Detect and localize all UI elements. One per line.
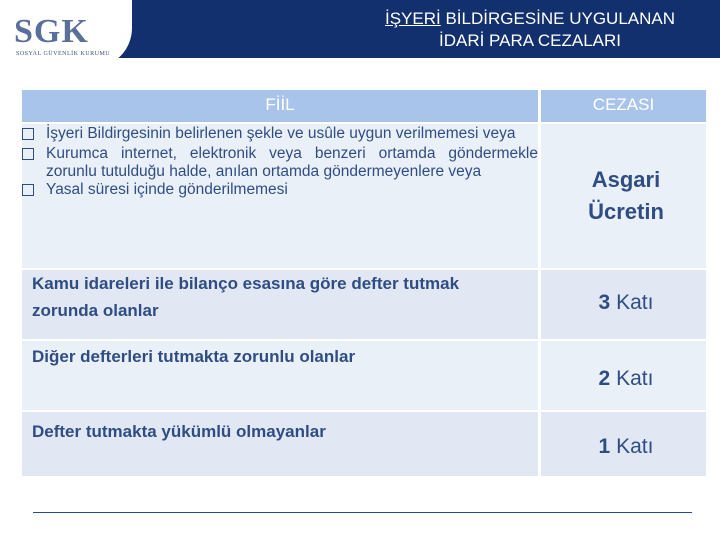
row1-penalty: Asgari Ücretin [588,167,664,224]
checkbox-bullet-icon [22,128,34,140]
row2-fiil-text: Kamu idareleri ile bilanço esasına göre defter tutmak zorunda olanlar [32,274,460,320]
list-item: Kurumca internet, elektronik veya benzeri ortamda göndermekle zorunlu tutulduğu halde, anılan ortamda göndermeyenlere veya [22,145,538,181]
sgk-logo: SGK [14,13,89,50]
row4-fiil-text: Defter tutmakta yükümlü olmayanlar [32,422,326,441]
row1-bullet-list [22,125,538,201]
checkbox-bullet-icon [22,148,34,160]
title-underlined-word: İŞYERİ [384,9,441,28]
title-line1: BİLDİRGESİNE UYGULANAN [440,9,676,28]
row4-penalty: 1 Katı [598,435,654,458]
row3-fiil-text: Diğer defterleri tutmakta zorunlu olanlar [32,347,356,366]
logo-container [0,0,132,68]
page-title [340,8,720,52]
list-item: Yasal süresi içinde gönderilmemesi [22,181,538,201]
footer-divider [33,512,692,513]
title-line2: İDARİ PARA CEZALARI [438,31,621,50]
row3-penalty: 2 Katı [598,367,654,390]
col-header-fiil: FİİL [22,90,538,124]
row2-penalty: 3 Katı [598,291,654,314]
logo-subtitle: SOSYAL GÜVENLİK KURUMU [16,51,111,57]
col-header-cezasi: CEZASI [541,90,706,124]
checkbox-bullet-icon [22,184,34,196]
list-item: İşyeri Bildirgesinin belirlenen şekle ve usûle uygun verilmemesi veya [22,125,538,145]
